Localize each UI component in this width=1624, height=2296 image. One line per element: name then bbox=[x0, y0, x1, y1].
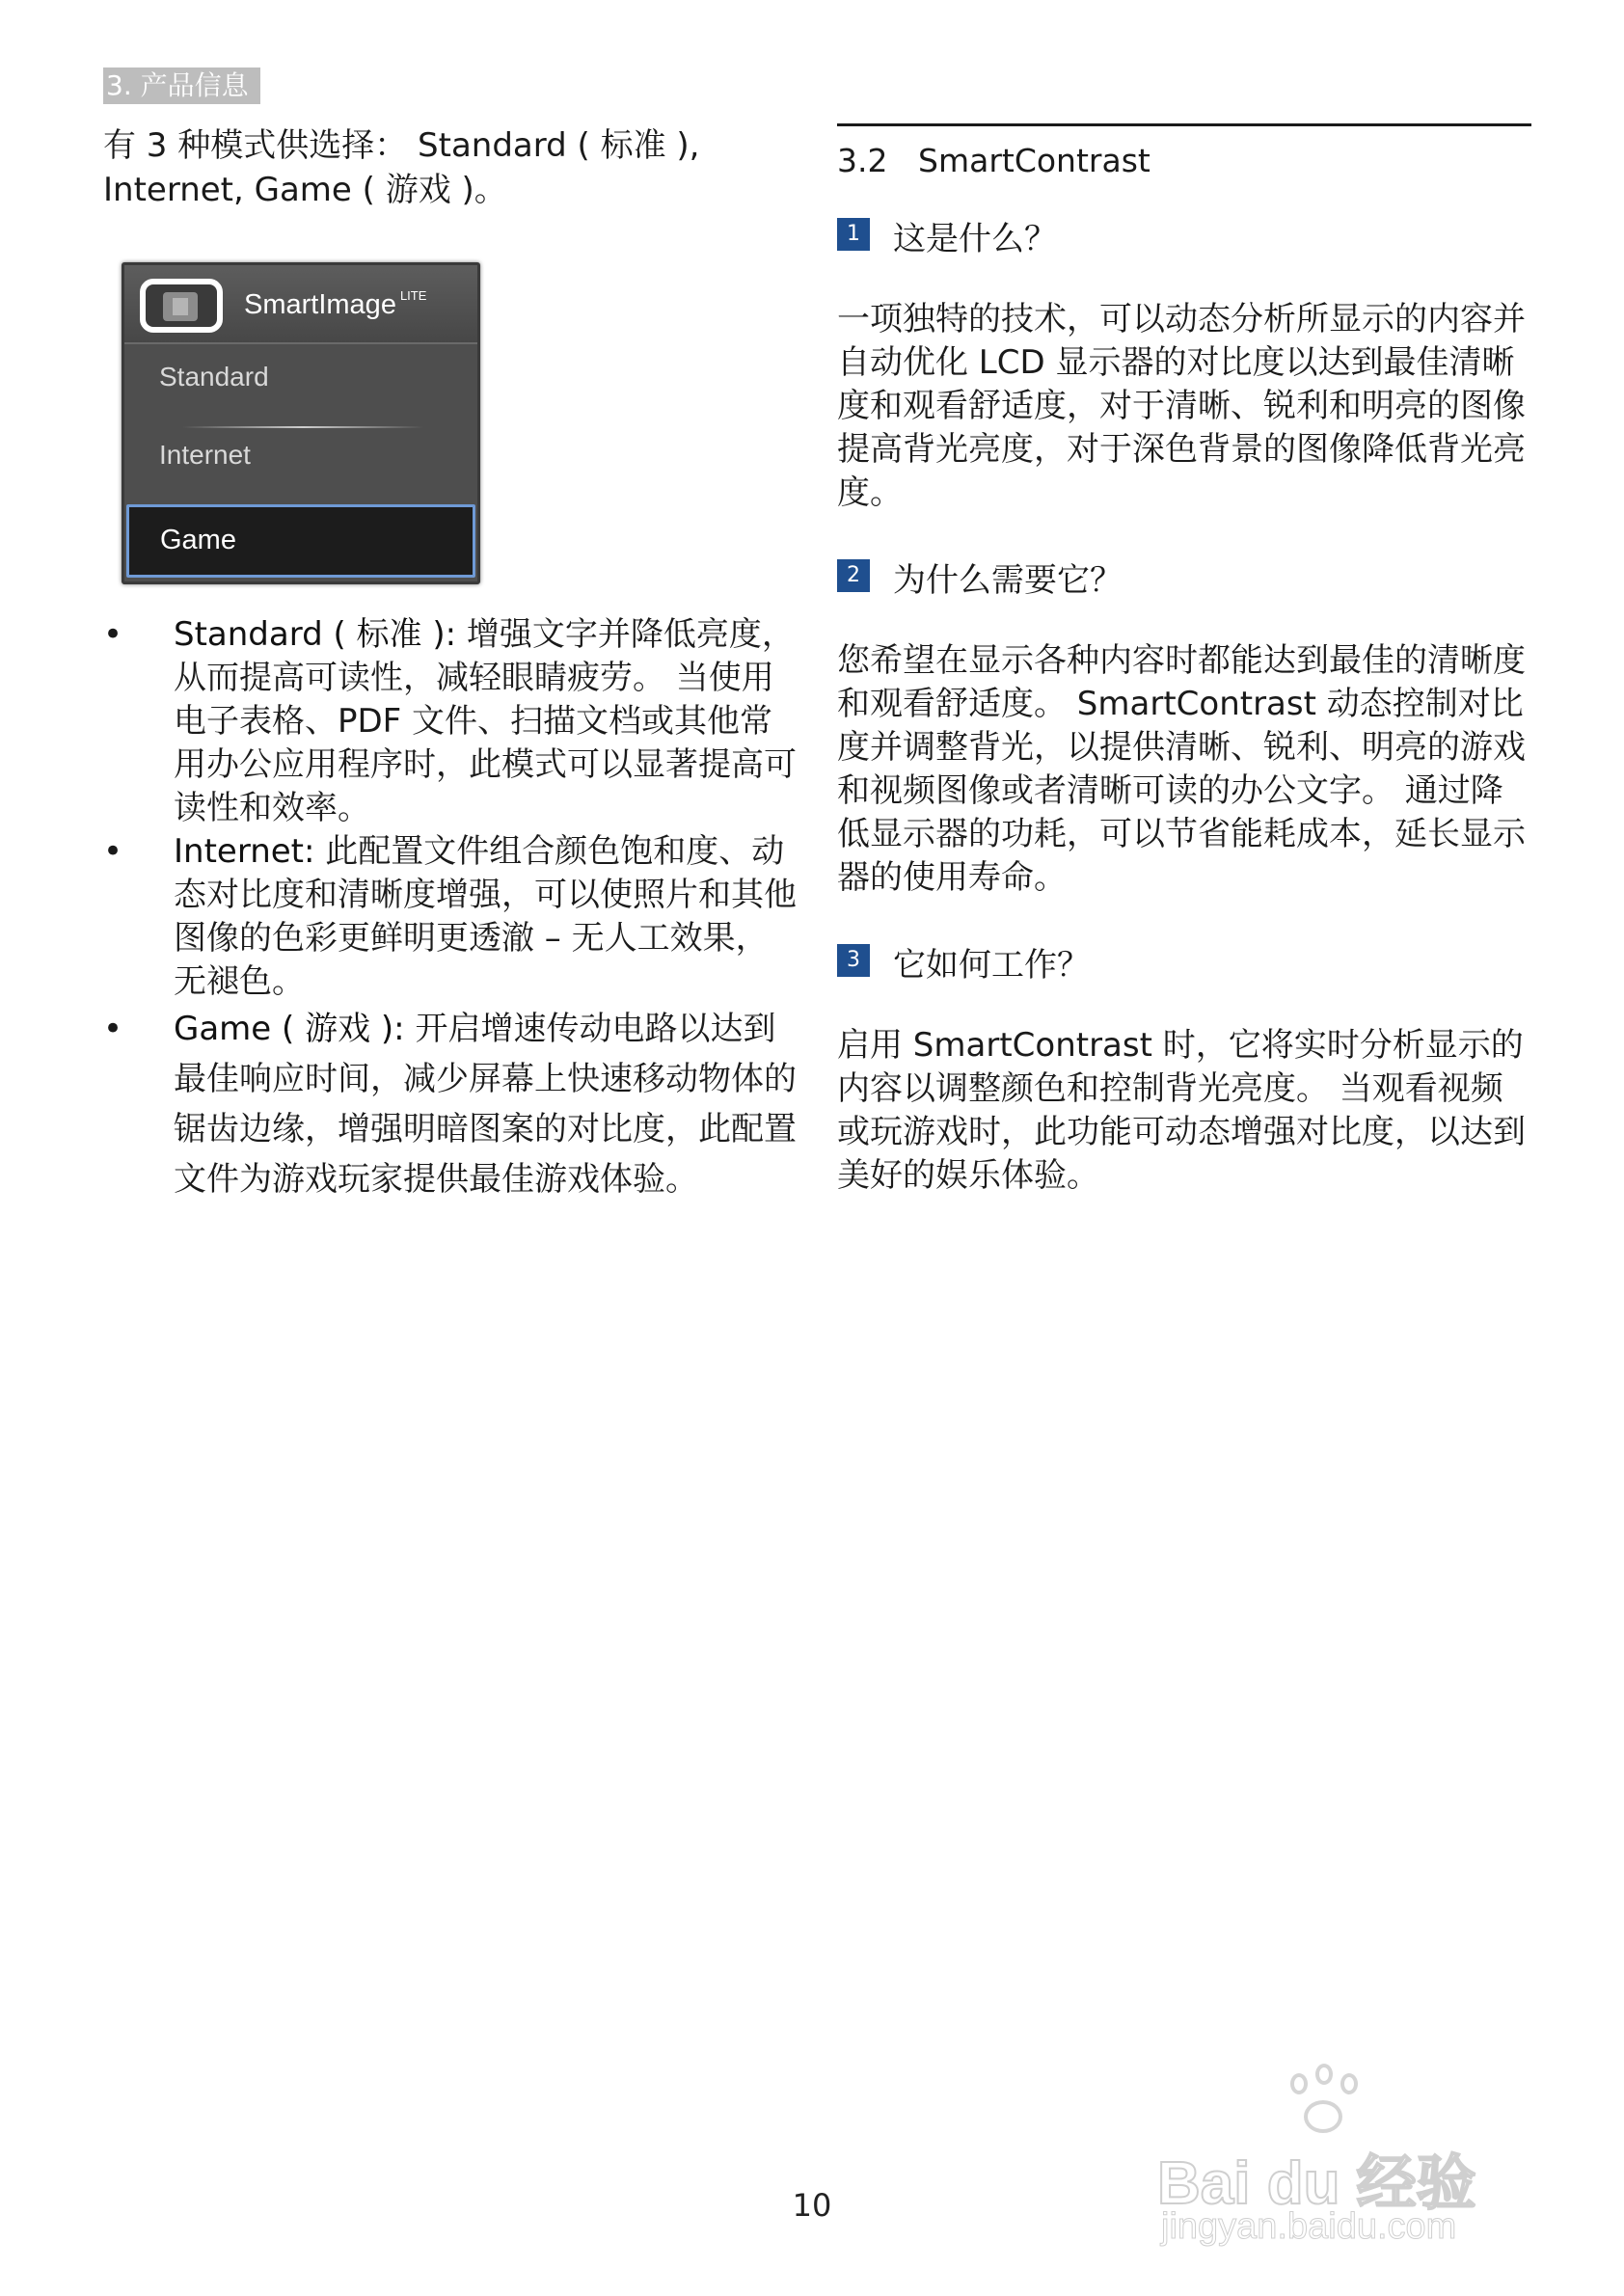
bullet-term: Game ( 游戏 ): bbox=[174, 1010, 405, 1048]
osd-item-internet[interactable]: Internet bbox=[159, 440, 251, 470]
paw-icon bbox=[1281, 2064, 1367, 2141]
question-badge: 3 bbox=[837, 944, 870, 977]
section-heading bbox=[837, 123, 1531, 183]
bullet-text: 开启增速传动电路以达到最佳响应时间，减少屏幕上快速移动物体的锯齿边缘，增强明暗图案的对比度，此配置文件为游戏玩家提供最佳游戏体验。 bbox=[174, 1010, 797, 1199]
osd-header bbox=[124, 265, 477, 344]
intro-text: 有 3 种模式供选择： Standard ( 标准 ), Internet, Game ( 游戏 )。 bbox=[103, 126, 700, 209]
osd-item-standard[interactable]: Standard bbox=[159, 362, 269, 392]
question-badge: 1 bbox=[837, 218, 870, 251]
smartimage-osd-menu bbox=[122, 262, 480, 584]
bullet-text: 增强文字并降低亮度，从而提高可读性，减轻眼睛疲劳。 当使用电子表格、PDF 文件、扫描文档或其他常用办公应用程序时，此模式可以显著提高可读性和效率。 bbox=[174, 615, 797, 827]
baidu-watermark bbox=[1157, 2064, 1543, 2256]
bullet-term: Internet: bbox=[174, 832, 315, 871]
question-answer: 您希望在显示各种内容时都能达到最佳的清晰度和观看舒适度。 SmartContrast 动态控制对比度并调整背光，以提供清晰、锐利、明亮的游戏和视频图像或者清晰可读的办公文字。 通过降低显示器的功耗，可以节省能耗成本，延长显示器的使用寿命。 bbox=[837, 641, 1526, 897]
question-answer: 启用 SmartContrast 时，它将实时分析显示的内容以调整颜色和控制背光亮度。 当观看视频或玩游戏时，此功能可动态增强对比度，以达到美好的娱乐体验。 bbox=[837, 1026, 1526, 1195]
list-item bbox=[103, 613, 799, 830]
osd-divider bbox=[182, 426, 423, 428]
watermark-url: jingyan.baidu.com bbox=[1161, 2206, 1457, 2247]
question-title: 这是什么？ bbox=[893, 220, 1057, 258]
mode-list bbox=[103, 613, 799, 1204]
smartimage-logo-icon bbox=[140, 279, 223, 333]
section-title: SmartContrast bbox=[918, 142, 1150, 179]
watermark-text: Bai du 经验 bbox=[1157, 2150, 1476, 2217]
section-number: 3.2 bbox=[837, 142, 888, 179]
osd-title: SmartImage $^{LITE}$ bbox=[244, 288, 427, 320]
question-badge: 2 bbox=[837, 559, 870, 592]
question-heading bbox=[837, 936, 1531, 985]
bullet-text: 此配置文件组合颜色饱和度、动态对比度和清晰度增强，可以使照片和其他图像的色彩更鲜明更透澈 – 无人工效果，无褪色。 bbox=[174, 832, 797, 1001]
osd-item-game-selected[interactable]: Game bbox=[126, 504, 475, 578]
list-item bbox=[103, 1004, 799, 1204]
osd-title-suffix: LITE bbox=[399, 288, 427, 303]
list-item bbox=[103, 830, 799, 1004]
question-title: 为什么需要它？ bbox=[893, 561, 1123, 600]
question-title: 它如何工作？ bbox=[893, 946, 1090, 985]
page-number: 10 bbox=[792, 2187, 832, 2224]
left-column bbox=[103, 123, 799, 1204]
question-answer: 一项独特的技术，可以动态分析所显示的内容并自动优化 LCD 显示器的对比度以达到最佳清晰度和观看舒适度，对于清晰、锐利和明亮的图像提高背光亮度，对于深色背景的图像降低背光亮度。 bbox=[837, 300, 1526, 512]
section-tag: 3. 产品信息 bbox=[103, 68, 260, 104]
question-heading bbox=[837, 210, 1531, 258]
right-column bbox=[837, 123, 1531, 1198]
bullet-term: Standard ( 标准 ): bbox=[174, 615, 457, 654]
question-heading bbox=[837, 552, 1531, 600]
